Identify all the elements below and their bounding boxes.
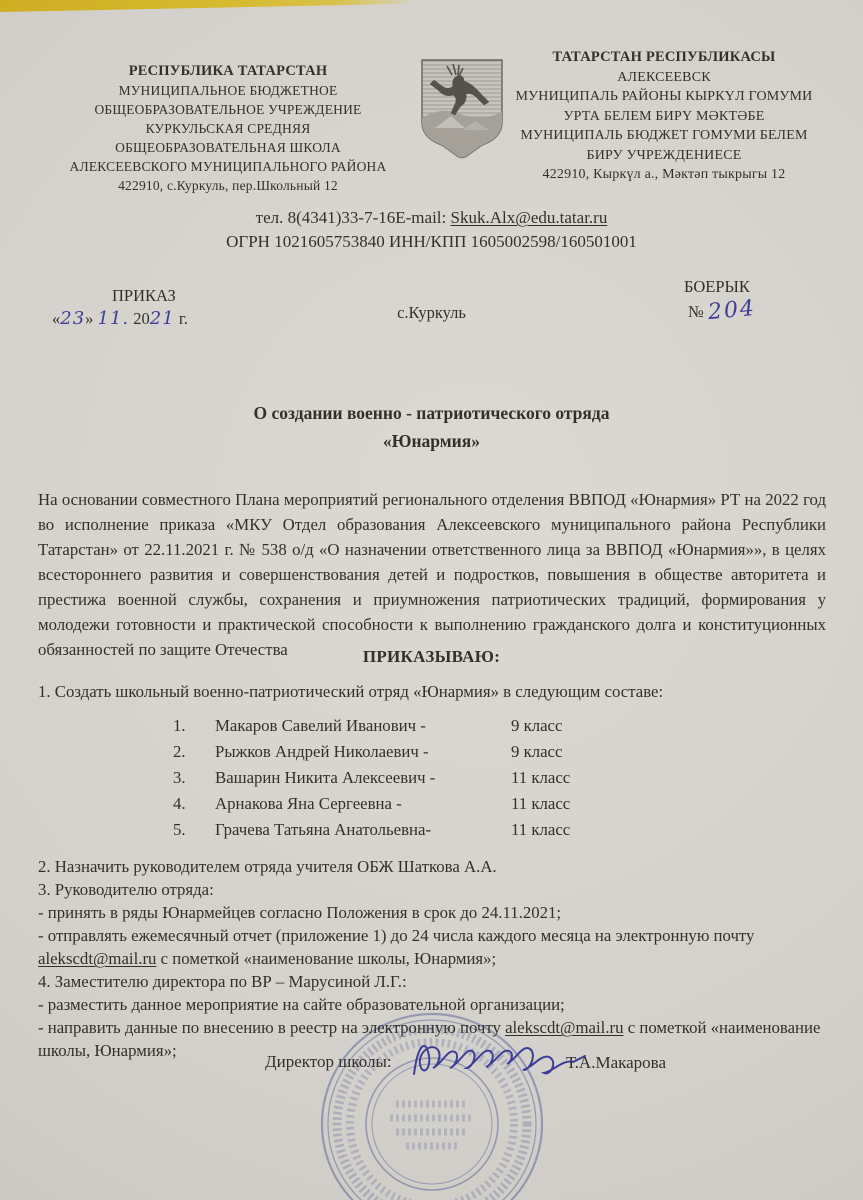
phone-email-line (0, 206, 863, 230)
document-title (0, 399, 863, 455)
student-name: Арнакова Яна Сергеевна - (215, 794, 402, 813)
student-name: Макаров Савелий Иванович - (215, 716, 426, 735)
student-name: Рыжков Андрей Николаевич - (215, 742, 429, 761)
handwritten-year: 21 (149, 308, 175, 329)
title-line-1: О создании военно - патриотического отряда (253, 403, 610, 423)
student-name: Грачева Татьяна Анатольевна- (215, 820, 432, 839)
list-item (173, 765, 828, 791)
item-1: 1. Создать школьный военно-патриотический отряд «Юнармия» в следующим составе: (38, 682, 664, 701)
ogrn-inn-line: ОГРН 1021605753840 ИНН/КПП 1605002598/160501001 (226, 232, 637, 251)
school-email: Skuk.Alx@edu.tatar.ru (450, 208, 608, 227)
org-name-line: АЛЕКСЕЕВСКОГО МУНИЦИПАЛЬНОГО РАЙОНА (69, 159, 387, 174)
decree-heading: ПРИКАЗЫВАЮ: (362, 647, 501, 666)
handwritten-month: 11. (97, 308, 130, 329)
order-number (688, 295, 757, 326)
org-name-line: РЕСПУБЛИКА ТАТАРСТАН (128, 63, 328, 79)
report-email: alekscdt@mail.ru (38, 949, 157, 968)
org-block-russian (42, 62, 414, 195)
preamble-paragraph: На основании совместного Плана мероприятий регионального отделения ВВПОД «Юнармия» РТ на 2022 год во исполнение приказа «МКУ Отдел образования Алексеевского муниципального района Республики Татарстан» от 22.11.2021 г. № 538 о/д «О назначении ответственного лица за ВВПОД «Юнармия»», в целях всестороннего развития и совершенствования детей и подростков, повышения в обществе авторитета и престижа военной службы, сохранения и приумножения патриотических традиций, формирования у молодежи готовности и практической способности к выполнению гражданского долга и конституционных обязанностей по защите Отечества (38, 490, 826, 659)
item-3-bullet-2 (38, 924, 828, 970)
signature-typed-name: Т.А.Макарова (566, 1053, 667, 1072)
list-item (173, 791, 828, 817)
student-class: 11 класс (511, 768, 571, 787)
org-name-line: БИРУ УЧРЕЖДЕНИЕСЕ (586, 147, 742, 163)
student-number: 1. (173, 716, 186, 735)
student-number: 4. (173, 794, 186, 813)
item-4: 4. Заместителю директора по ВР – Марусиной Л.Г.: (38, 972, 407, 991)
student-class: 9 класс (511, 742, 563, 761)
student-list (173, 713, 828, 843)
item-3: 3. Руководителю отряда: (38, 880, 214, 899)
list-item (173, 817, 828, 843)
bullet-text: с пометкой «наименование школы, Юнармия»; (156, 949, 497, 968)
item-2: 2. Назначить руководителем отряда учителя ОБЖ Шаткова А.А. (38, 857, 497, 876)
list-item (173, 713, 828, 739)
student-class: 11 класс (511, 794, 571, 813)
student-number: 5. (173, 820, 186, 839)
student-number: 3. (173, 768, 186, 787)
student-class: 9 класс (511, 716, 563, 735)
order-place: с.Куркуль (397, 303, 466, 322)
order-items (38, 680, 828, 1062)
bullet-text: - отправлять ежемесячный отчет (приложение 1) до 24 числа каждого месяца на электронную почту (38, 926, 755, 945)
phone-text: тел. 8(4341)33-7-16Е-mail: (255, 208, 451, 227)
order-label-ru: ПРИКАЗ (112, 286, 176, 305)
org-name-line: МУНИЦИПАЛЬ РАЙОНЫ КЫРКҮЛ ГОМУМИ (515, 89, 813, 104)
quote-open: « (52, 309, 61, 328)
scan-edge-strip (0, 0, 420, 12)
contact-block (0, 206, 863, 254)
handwritten-day: 23 (60, 308, 86, 329)
title-line-2: «Юнармия» (383, 431, 480, 451)
org-name-line: КУРКУЛЬСКАЯ СРЕДНЯЯ (145, 121, 311, 136)
registry-email: alekscdt@mail.ru (505, 1018, 624, 1037)
handwritten-signature (406, 1022, 591, 1094)
year-suffix: г. (174, 309, 188, 328)
order-label-tatar: БОЕРЫК (684, 277, 750, 296)
item-4-bullet-1: - разместить данное мероприятие на сайте образовательной организации; (38, 995, 565, 1014)
org-address-line: 422910, Кыркүл а., Мәктәп тыкрыгы 12 (542, 167, 786, 182)
org-name-line: ОБЩЕОБРАЗОВАТЕЛЬНОЕ УЧРЕЖДЕНИЕ (94, 102, 362, 117)
student-name: Вашарин Никита Алексеевич - (215, 768, 436, 787)
org-block-tatar (468, 48, 860, 185)
printed-century: 20 (129, 309, 150, 328)
org-address-line: 422910, с.Куркуль, пер.Школьный 12 (118, 178, 338, 193)
handwritten-number: 204 (706, 295, 757, 326)
signature-label: Директор школы: (265, 1052, 392, 1071)
student-number: 2. (173, 742, 186, 761)
student-class: 11 класс (511, 820, 571, 839)
list-item (173, 739, 828, 765)
org-name-line: УРТА БЕЛЕМ БИРҮ МӘКТӘБЕ (563, 108, 765, 124)
org-name-line: МУНИЦИПАЛЬНОЕ БЮДЖЕТНОЕ (118, 83, 338, 98)
org-name-line: АЛЕКСЕЕВСК (617, 69, 711, 85)
bullet-text: с пометкой «наименование школы, Юнармия»; (38, 1018, 821, 1060)
quote-close: » (85, 309, 98, 328)
bullet-text: - направить данные по внесению в реестр на электронную почту (38, 1018, 506, 1037)
item-3-bullet-1: - принять в ряды Юнармейцев согласно Положения в срок до 24.11.2021; (38, 903, 562, 922)
number-sign: № (688, 302, 708, 321)
org-name-line: ОБЩЕОБРАЗОВАТЕЛЬНАЯ ШКОЛА (115, 140, 341, 155)
org-name-line: МУНИЦИПАЛЬ БЮДЖЕТ ГОМУМИ БЕЛЕМ (520, 128, 808, 143)
org-name-line: ТАТАРСТАН РЕСПУБЛИКАСЫ (552, 49, 776, 65)
